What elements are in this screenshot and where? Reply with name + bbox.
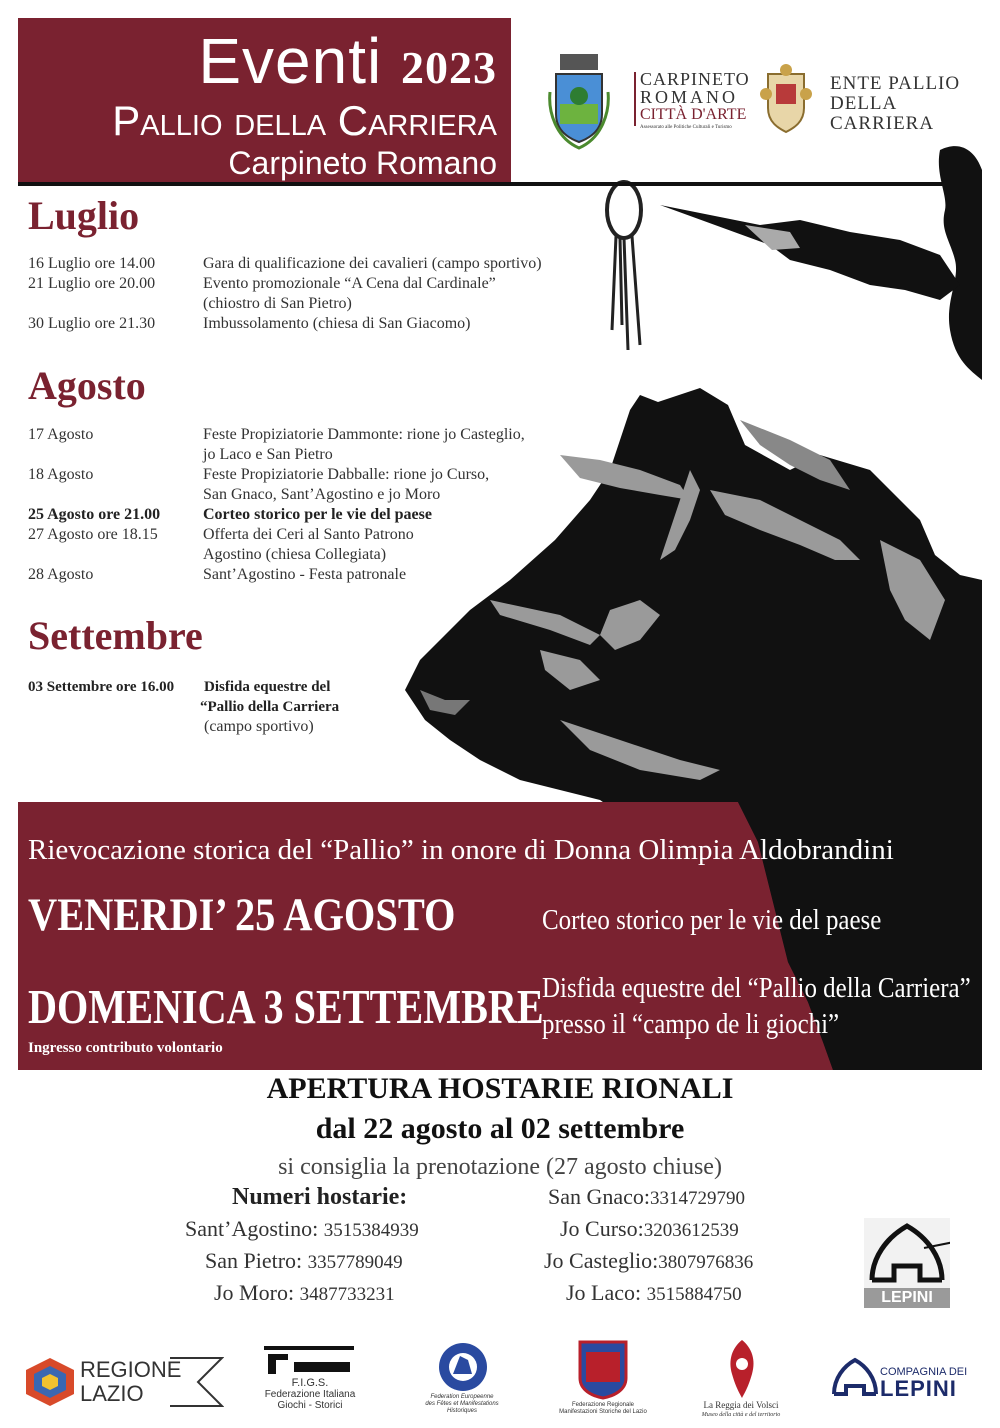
banner-day2: DOMENICA 3 SETTEMBRE (28, 979, 544, 1034)
hostaria-phone: Jo Curso:3203612539 (560, 1216, 739, 1241)
hostaria-phone: Jo Laco: 3515884750 (566, 1280, 742, 1305)
event-date: 25 Agosto ore 21.00 (28, 506, 161, 523)
event-desc: Agostino (chiesa Collegiata) (203, 546, 387, 563)
compagnia-lepini-text: COMPAGNIA DEI LEPINI (880, 1366, 968, 1401)
hostarie-advice: si consiglia la prenotazione (27 agosto chiuse) (278, 1154, 722, 1180)
event-desc: Corteo storico per le vie del paese (203, 506, 432, 523)
month-heading-september: Settembre (28, 613, 203, 658)
figs-logo-icon (264, 1346, 354, 1376)
event-date: 21 Luglio ore 20.00 (28, 275, 156, 292)
banner-day2-desc: Disfida equestre del “Pallio della Carriera” (542, 972, 971, 1004)
banner-day1: VENERDI’ 25 AGOSTO (28, 889, 456, 941)
event-desc: Feste Propiziatorie Dammonte: rione jo Casteglio, (203, 426, 525, 443)
title-box (18, 18, 511, 182)
lepini-badge (864, 1218, 950, 1308)
event-date: 28 Agosto (28, 566, 94, 583)
federazione-regionale-shield-icon (578, 1340, 628, 1400)
highlight-banner (18, 802, 980, 1070)
event-desc: “Pallio della Carriera (200, 699, 340, 715)
comune-logo-text: CARPINETO ROMANO CITTÀ D'ARTE Assessorato alle Politiche Culturali e Turismo (640, 69, 750, 130)
hostarie-numbers-label: Numeri hostarie: (232, 1184, 408, 1210)
town-name: Carpineto Romano (228, 145, 497, 181)
federation-europeenne-text: Federation Europeenne des Fêtes et Manifestations Historiques (425, 1394, 499, 1414)
hostarie-dates: dal 22 agosto al 02 settembre (315, 1112, 685, 1145)
event-desc: Disfida equestre del (204, 679, 331, 695)
header-rule (18, 182, 980, 186)
event-desc: (campo sportivo) (204, 718, 314, 735)
event-date: 17 Agosto (28, 426, 94, 443)
regione-lazio-text: REGIONE LAZIO (80, 1357, 182, 1406)
event-desc: Evento promozionale “A Cena dal Cardinale” (203, 275, 496, 292)
month-heading-july: Luglio (28, 193, 140, 238)
banner-note: Ingresso contributo volontario (28, 1040, 223, 1056)
event-desc: (chiostro di San Pietro) (203, 295, 352, 312)
federation-europeenne-logo-icon (438, 1342, 488, 1392)
reggia-volsci-text: La Reggia dei Volsci Museo della città e del territorio (701, 1400, 781, 1418)
banner-headline: Rievocazione storica del “Pallio” in onore di Donna Olimpia Aldobrandini (28, 834, 894, 866)
event-desc: Feste Propiziatorie Dabballe: rione jo Curso, (203, 466, 490, 483)
hostaria-phone: San Gnaco:3314729790 (548, 1184, 746, 1209)
comune-crest-icon (548, 52, 610, 150)
regione-lazio-logo-icon (24, 1356, 76, 1408)
figs-text: F.I.G.S. Federazione Italiana Giochi - Storici (264, 1377, 356, 1411)
event-desc: Gara di qualificazione dei cavalieri (campo sportivo) (203, 255, 542, 272)
hostaria-phone: Jo Moro: 3487733231 (214, 1280, 395, 1305)
logo-divider (634, 72, 636, 126)
title-year: 2023 (401, 42, 497, 93)
event-desc: San Gnaco, Sant’Agostino e jo Moro (203, 486, 441, 503)
month-heading-august: Agosto (28, 363, 146, 408)
lepini-badge-label: LEPINI (881, 1289, 933, 1306)
regione-lazio-chevron-icon (168, 1356, 224, 1408)
event-date: 03 Settembre ore 16.00 (28, 679, 175, 695)
hostarie-title: APERTURA HOSTARIE RIONALI (266, 1072, 734, 1105)
event-desc: Sant’Agostino - Festa patronale (203, 566, 407, 583)
event-name: Pallio della Carriera (112, 97, 497, 144)
banner-day2-desc: presso il “campo de li giochi” (542, 1008, 840, 1040)
banner-day1-desc: Corteo storico per le vie del paese (542, 904, 882, 936)
compagnia-lepini-logo-icon (830, 1356, 880, 1402)
event-date: 27 Agosto ore 18.15 (28, 526, 158, 543)
event-desc: jo Laco e San Pietro (203, 446, 333, 463)
ente-pallio-text: ENTE PALLIO DELLA CARRIERA (830, 73, 961, 134)
event-desc: Imbussolamento (chiesa di San Giacomo) (203, 315, 471, 332)
hostaria-phone: Jo Casteglio:3807976836 (544, 1248, 754, 1273)
hostaria-phone: San Pietro: 3357789049 (205, 1248, 403, 1273)
event-date: 30 Luglio ore 21.30 (28, 315, 156, 332)
hostaria-phone: Sant’Agostino: 3515384939 (185, 1216, 419, 1241)
event-desc: Offerta dei Ceri al Santo Patrono (203, 526, 414, 543)
page-title: Eventi 2023 (198, 25, 497, 97)
event-date: 16 Luglio ore 14.00 (28, 255, 156, 272)
event-date: 18 Agosto (28, 466, 94, 483)
reggia-volsci-logo-icon (722, 1338, 762, 1400)
ente-pallio-crest-icon (758, 64, 814, 134)
federazione-regionale-text: Federazione Regionale Manifestazioni Storiche del Lazio (559, 1402, 647, 1415)
